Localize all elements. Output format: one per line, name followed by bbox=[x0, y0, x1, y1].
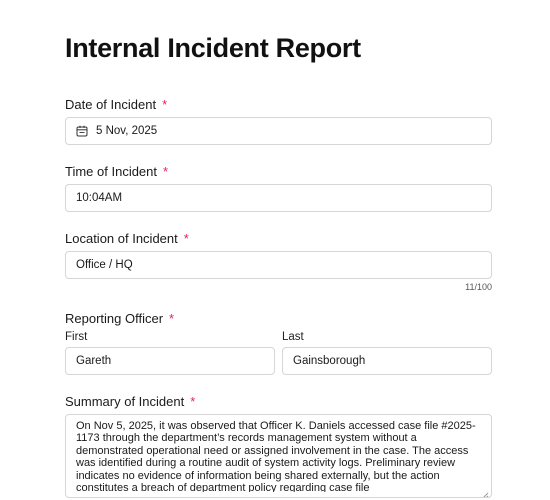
first-name-field[interactable] bbox=[65, 347, 275, 375]
location-input[interactable] bbox=[76, 259, 481, 271]
location-label-text: Location of Incident bbox=[65, 231, 178, 246]
date-value: 5 Nov, 2025 bbox=[96, 125, 158, 137]
time-field[interactable] bbox=[65, 184, 492, 212]
character-counter: 11/100 bbox=[465, 282, 492, 292]
date-field[interactable] bbox=[65, 117, 492, 145]
time-input[interactable] bbox=[76, 192, 481, 204]
first-name-label: First bbox=[65, 331, 88, 343]
required-marker: * bbox=[190, 394, 196, 409]
location-label bbox=[65, 231, 189, 246]
first-name-input[interactable] bbox=[76, 355, 264, 367]
date-label-text: Date of Incident bbox=[65, 97, 157, 112]
required-marker: * bbox=[183, 231, 189, 246]
required-marker: * bbox=[162, 97, 168, 112]
last-name-input[interactable] bbox=[293, 355, 481, 367]
time-label bbox=[65, 164, 168, 179]
officer-label bbox=[65, 311, 174, 326]
calendar-icon bbox=[76, 125, 88, 137]
summary-field[interactable] bbox=[65, 414, 492, 498]
location-field[interactable] bbox=[65, 251, 492, 279]
officer-label-text: Reporting Officer bbox=[65, 311, 164, 326]
summary-label-text: Summary of Incident bbox=[65, 394, 185, 409]
date-label bbox=[65, 97, 167, 112]
required-marker: * bbox=[163, 164, 169, 179]
summary-label bbox=[65, 394, 195, 409]
time-label-text: Time of Incident bbox=[65, 164, 158, 179]
required-marker: * bbox=[169, 311, 175, 326]
summary-textarea[interactable] bbox=[76, 420, 481, 492]
last-name-label: Last bbox=[282, 331, 304, 343]
page-title: Internal Incident Report bbox=[65, 33, 361, 63]
last-name-field[interactable] bbox=[282, 347, 492, 375]
resize-handle-icon[interactable] bbox=[481, 487, 489, 495]
